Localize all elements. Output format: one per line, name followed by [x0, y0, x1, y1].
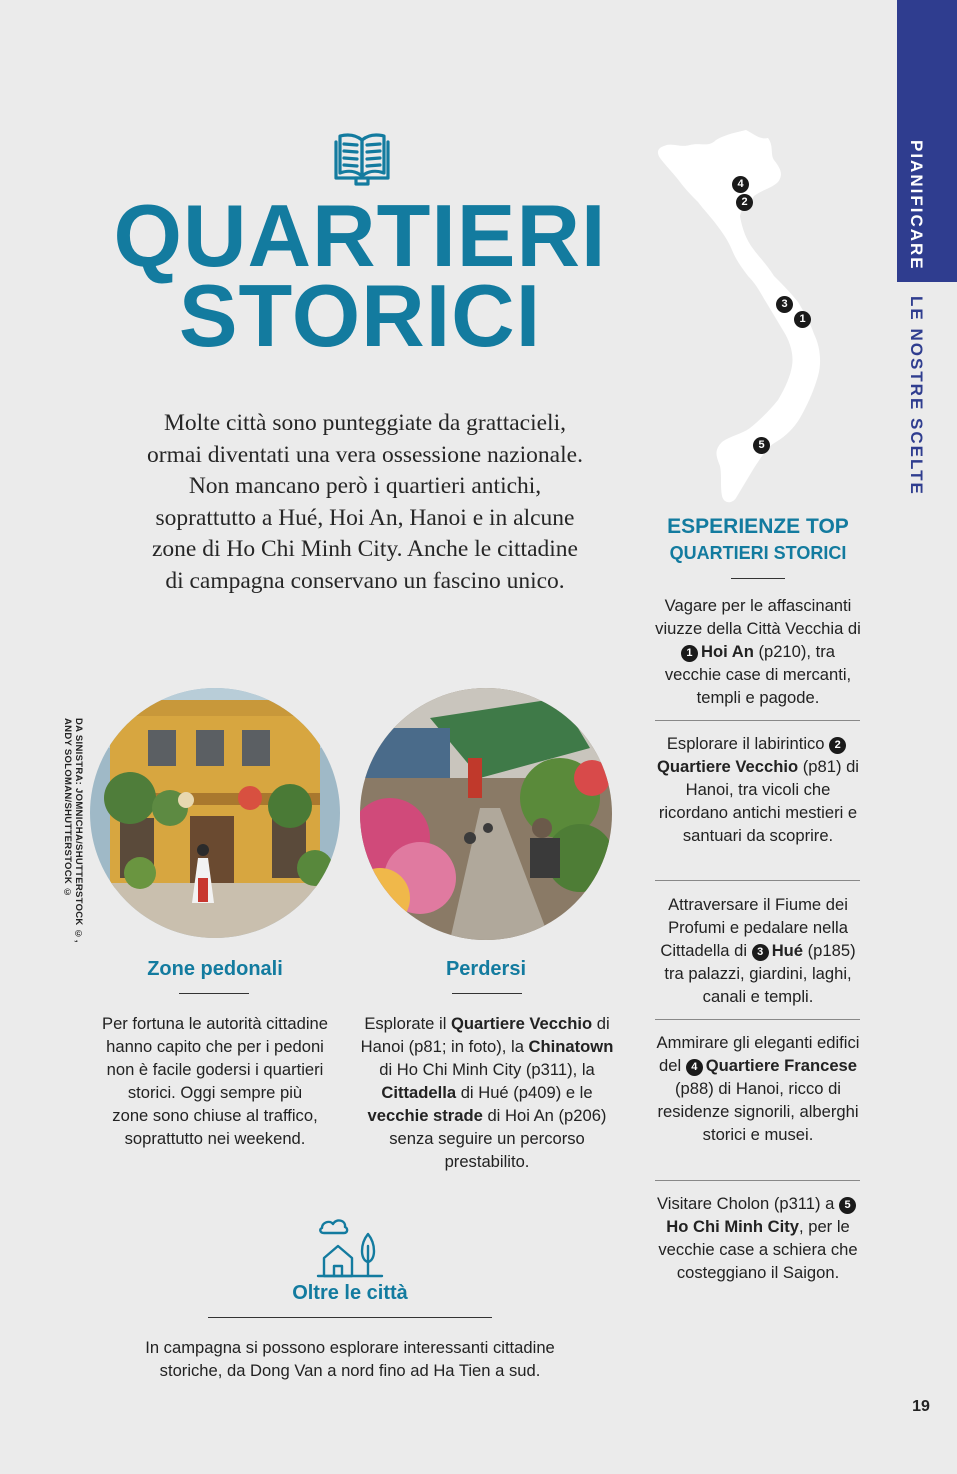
top-experiences-subtitle: QUARTIERI STORICI — [669, 543, 847, 563]
map-marker-1: 1 — [794, 310, 814, 328]
countryside-house-icon — [316, 1216, 384, 1280]
divider — [655, 1019, 860, 1020]
map-marker-3: 3 — [776, 295, 796, 313]
experience-item: Ammirare gli eleganti edifici del 4 Quartiere Francese (p88) di Hanoi, ricco di residenze signorili, alberghi storici e musei. — [656, 1033, 860, 1144]
intro-line: ormai diventati una vera ossessione nazionale. — [147, 441, 583, 468]
map-marker-4: 4 — [732, 175, 752, 193]
title-line-1: QUARTIERI — [113, 186, 607, 285]
section-heading-oltre: Oltre le città — [292, 1282, 408, 1304]
pedonali-text: Per fortuna le autorità cittadine hanno capito che per i pedoni non è facile godersi i quartieri storici. Oggi sempre più zone sono chiuse al traffico, soprattutto nei weekend. — [102, 1014, 328, 1148]
photo-credit: DA SINISTRA: JOMNICHA/SHUTTERSTOCK ©, ANDY SOLOMAN/SHUTTERSTOCK © — [62, 718, 84, 943]
intro-line: zone di Ho Chi Minh City. Anche le cittadine — [152, 536, 578, 562]
divider — [179, 993, 249, 994]
intro-line: Non mancano però i quartieri antichi, — [188, 473, 542, 499]
open-book-icon — [330, 130, 394, 190]
perdersi-text: Esplorate il Quartiere Vecchio di Hanoi (p81; in foto), la Chinatown di Ho Chi Minh City (p311), la Cittadella di Hué (p409) e le vecchie strade di Hoi An (p206) senza seguire un percorso prestabilito. — [360, 1014, 614, 1171]
divider — [208, 1317, 492, 1318]
page-title — [0, 186, 720, 365]
divider — [655, 1180, 860, 1181]
intro-paragraph — [80, 408, 650, 597]
section-label: PIANIFICARE — [907, 140, 926, 271]
experience-item: Attraversare il Fiume dei Profumi e pedalare nella Cittadella di 3 Hué (p185) tra palazzi, giardini, laghi, canali e templi. — [660, 895, 856, 1006]
intro-line: di campagna conservano un fascino unico. — [165, 567, 565, 594]
section-heading-pedonali: Zone pedonali — [147, 958, 283, 980]
page-number: 19 — [912, 1398, 930, 1415]
top-experiences-heading — [650, 514, 866, 566]
map-marker-5: 5 — [753, 436, 773, 454]
yellow-house-photo — [90, 688, 340, 938]
experience-item: Visitare Cholon (p311) a 5Ho Chi Minh City, per le vecchie case a schiera che costeggiano il Saigon. — [656, 1194, 858, 1282]
top-experiences-title: ESPERIENZE TOP — [667, 515, 849, 538]
subsection-label: LE NOSTRE SCELTE — [907, 296, 926, 496]
divider — [655, 880, 860, 881]
flower-street-photo — [360, 688, 612, 940]
divider — [731, 578, 785, 579]
section-heading-perdersi: Perdersi — [445, 958, 527, 980]
experience-item: Esplorare il labirintico 2Quartiere Vecchio (p81) di Hanoi, tra vicoli che ricordano antichi mestieri e santuari da scoprire. — [657, 734, 859, 845]
divider — [452, 993, 522, 994]
intro-line: soprattutto a Hué, Hoi An, Hanoi e in alcune — [155, 504, 575, 531]
experience-item: Vagare per le affascinanti viuzze della Città Vecchia di 1 Hoi An (p210), tra vecchie case di mercanti, templi e pagode. — [655, 596, 861, 707]
map-marker-2: 2 — [736, 193, 756, 211]
divider — [655, 720, 860, 721]
oltre-text: In campagna si possono esplorare interessanti cittadine storiche, da Dong Van a nord fino ad Ha Tien a sud. — [145, 1338, 555, 1380]
title-line-2: STORICI — [178, 266, 542, 365]
intro-line: Molte città sono punteggiate da grattacieli, — [164, 410, 566, 436]
